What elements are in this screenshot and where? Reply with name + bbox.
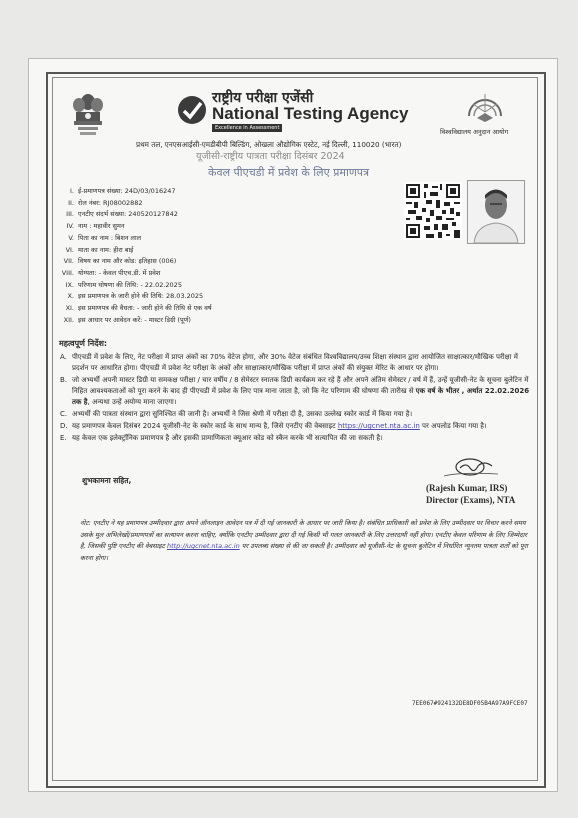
deadline-text: एक वर्ष के भीतर , अर्थात 22.02.2026 तक है: [72, 387, 530, 406]
national-emblem-icon: [68, 92, 108, 140]
detail-row-name: IV. नाम : महावीर सुमन: [66, 222, 125, 231]
detail-row-father-name: V. पिता का नाम : बिशन लाल: [68, 233, 142, 242]
detail-row-issue-date: X. इस प्रमाणपत्र के जारी होने की तिथि: 28.03.2025: [67, 292, 204, 301]
nta-website-link[interactable]: https://ugcnet.nta.ac.in: [337, 422, 420, 430]
ugc-caption: विश्वविद्यालय अनुदान आयोग: [440, 128, 509, 136]
regards-text: शुभकामना सहित,: [82, 476, 132, 485]
detail-row-result-date: IX. परिणाम घोषणा की तिथि: - 22.02.2025: [65, 280, 182, 289]
detail-row-reference-no: III. एनटीए संदर्भ संख्या: 240520127842: [66, 210, 178, 219]
detail-row-eligibility: VIII. योग्यता: - केवल पीएच.डी. में प्रवेश: [61, 268, 161, 277]
detail-row-validity: XI. इस प्रमाणपत्र की वैधता: - जारी होने की तिथि से एक वर्ष: [65, 304, 212, 313]
agency-name-hindi: राष्ट्रीय परीक्षा एजेंसी: [212, 90, 314, 106]
instructions-heading: महत्वपूर्ण निर्देश:: [59, 339, 108, 348]
detail-row-applied-basis: XII. इस आधार पर आवेदन करें: - मास्टर डिग्री (पूर्ण): [63, 315, 191, 324]
signatory-designation: Director (Exams), NTA: [426, 495, 516, 505]
nta-logo-icon: [177, 95, 207, 125]
instruction-item: B. जो अभ्यर्थी अपनी मास्टर डिग्री या समकक्ष परीक्षा / चार वर्षीय / 8 सेमेस्टर स्नातक डिग्री कार्यक्रम कर रहे हैं और अपने अंतिम सेमेस्टर / वर्ष में हैं, उन्हें यूजीसी-नेट के सूचना बुलेटिन में निहित आवश्यकताओं को पूरा करने के बाद ही पीएचडी में प्रवेश के लिए पात्र माना जाता है, जो कि नेट परिणाम की घोषणा की तारीख से एक वर्ष के भीतर , अर्थात 22.02.2026 तक है, अन्यथा उन्हें अयोग्य माना जाएगा।: [60, 376, 530, 406]
candidate-photo: [467, 180, 525, 244]
exam-title: यूजीसी-राष्ट्रीय पात्रता परीक्षा दिसंबर 2024: [196, 151, 345, 162]
detail-row-mother-name: VI. माता का नाम: हीरा बाई: [65, 245, 134, 254]
ugc-logo-icon: [465, 86, 505, 124]
agency-address: प्रथम तल, एनएसआईसी-एमडीबीपी बिल्डिंग, ओखला औद्योगिक एस्टेट, नई दिल्ली, 110020 (भारत): [136, 140, 402, 149]
agency-name-english: National Testing Agency: [212, 104, 409, 123]
nta-website-link[interactable]: http://ugcnet.nta.ac.in: [166, 542, 240, 550]
instruction-item: E. यह केवल एक इलेक्ट्रॉनिक प्रमाणपत्र है और इसकी प्रामाणिकता क्यूआर कोड को स्कैन करके भी सत्यापित की जा सकती है।: [60, 434, 383, 442]
instructions-list: [60, 352, 530, 445]
qr-code-icon: [404, 182, 462, 240]
instruction-item: A. पीएचडी में प्रवेश के लिए, नेट परीक्षा में प्राप्त अंकों का 70% वेटेज होगा, और 30% वेटेज संबंधित विश्वविद्यालय/उच्च शिक्षा संस्थान द्वारा आयोजित साक्षात्कार/मौखिक परीक्षा में प्रदर्शन पर आधारित होगा। पीएचडी में प्रवेश नेट परीक्षा के अंकों और साक्षात्कार/मौखिक परीक्षा में प्राप्त अंकों की संयुक्त मेरिट के आधार पर होगा।: [60, 353, 518, 372]
signature-icon: [440, 454, 502, 482]
detail-row-roll-no: II. रोल नंबर: RJ08002882: [68, 198, 143, 207]
instruction-item: D. यह प्रमाणपत्र केवल दिसंबर 2024 यूजीसी-नेट के स्कोर कार्ड के साथ मान्य है, जिसे एनटीए की वेबसाइट https://ugcnet.nta.ac.in पर अपलोड किया गया है।: [60, 422, 487, 430]
agency-tagline: Excellence in Assessment: [212, 124, 282, 132]
instruction-item: C. अभ्यर्थी की पात्रता संस्थान द्वारा सुनिश्चित की जानी है। अभ्यर्थी ने जिस श्रेणी में परीक्षा दी है, उसका उल्लेख स्कोर कार्ड में किया गया है।: [60, 410, 413, 418]
verification-code: 7EE067#924132DE8DF05B4A97A9FCE07: [412, 700, 528, 707]
signatory-block: [426, 482, 515, 506]
detail-row-certificate-no: I. ई-प्रमाणपत्र संख्या: 24D/03/016247: [70, 187, 176, 195]
detail-row-subject: VII. विषय का नाम और कोड: इतिहास (006): [63, 257, 177, 266]
signatory-name: (Rajesh Kumar, IRS): [426, 483, 508, 493]
certificate-title: केवल पीएचडी में प्रवेश के लिए प्रमाणपत्र: [208, 166, 370, 179]
disclaimer-note: नोट: एनटीए ने यह प्रमाणपत्र उम्मीदवार द्वारा अपने ऑनलाइन आवेदन पत्र में दी गई जानकारी के आधार पर जारी किया है। संबंधित प्राधिकारी को प्रवेश के लिए उम्मीदवार पर विचार करने समय उसके मूल अभिलेखों/प्रमाणपत्रों का सत्यापन करना चाहिए, क्योंकि एनटीए उम्मीदवार द्वारा दी गई किसी भी गलत जानकारी के लिए उत्तरदायी नहीं होगा। एनटीए केवल परिणाम के लिए जिम्मेदार है, जिसकी पुष्टि एनटीए की वेबसाइट http://ugcnet.nta.ac.in पर उपलब्ध संख्या से की जा सकती है। उम्मीदवार को यूजीसी-नेट के सूचना बुलेटिन में निर्धारित न्यूनतम पात्रता शर्तों को पूरा करना होगा।: [80, 519, 528, 562]
candidate-details: [58, 186, 212, 326]
